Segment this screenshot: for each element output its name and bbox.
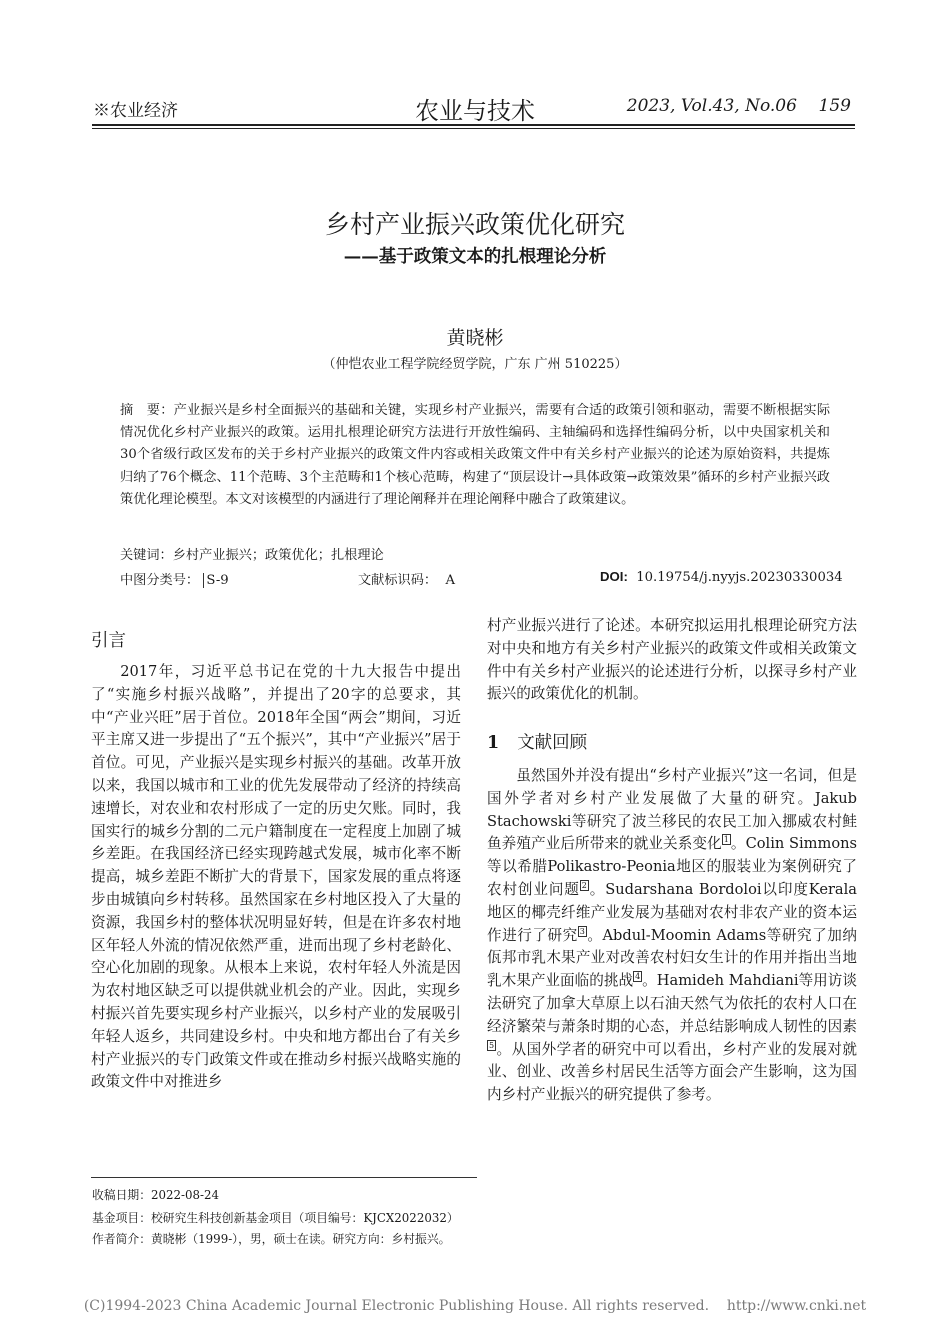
intro-paragraph-continued: 村产业振兴进行了论述。本研究拟运用扎根理论研究方法对中央和地方有关乡村产业振兴的政策文件或相关政策文件中有关乡村产业振兴的论述进行分析，以探寻乡村产业振兴的政策优化的机制。: [487, 617, 857, 703]
review-text-2: 。Colin Simmons等以希腊Polikastro-Peonia地区的服装业为案例研究了农村创业问题: [487, 835, 857, 898]
document-code: [358, 569, 455, 588]
doi: [600, 569, 843, 585]
section-title: 文献回顾: [517, 733, 588, 753]
right-column: [487, 615, 857, 706]
abstract-text: 产业振兴是乡村全面振兴的基础和关键，实现乡村产业振兴，需要有合适的政策引领和驱动，需要不断根据实际情况优化乡村产业振兴的政策。运用扎根理论研究方法进行开放性编码、主轴编码和选择性编码分析，以中央国家机关和30个省级行政区发布的关于乡村产业振兴的政策文件内容或相关政策文件中有关乡村产业振兴的论述为原始资料，共提炼归纳了76个概念、11个范畴、3个主范畴和1个核心范畴，构建了“顶层设计→具体政策→政策效果”循环的乡村产业振兴政策优化理论模型。本文对该模型的内涵进行了理论阐释并在理论阐释中融合了政策建议。: [120, 403, 831, 507]
left-column: [91, 661, 461, 1094]
footnote-rule: [91, 1177, 477, 1178]
section-number: 1: [487, 733, 500, 753]
issue-volume: 2023, Vol.43, No.06: [626, 96, 797, 116]
citation-ref: 1: [723, 835, 729, 845]
citation-ref: 4: [635, 972, 641, 982]
citation-ref: 2: [581, 880, 587, 890]
literature-paragraph: [487, 765, 857, 1107]
author-bio: 作者简介：黄晓彬（1999-），男，硕士在读。研究方向：乡村振兴。: [92, 1232, 451, 1246]
doi-value: 10.19754/j.nyyjs.20230330034: [636, 570, 843, 585]
clc-number: [120, 569, 229, 588]
journal-name: 农业与技术: [415, 97, 535, 125]
review-text-3: 。Sudarshana Bordoloi以印度Kerala地区的椰壳纤维产业发展为基础对农村非农产业的资本运作进行了研究: [487, 880, 857, 944]
review-text-6: 。从国外学者的研究中可以看出，乡村产业的发展对就业、创业、改善乡村居民生活等方面会产生影响，这为国内乡村产业振兴的研究提供了参考。: [487, 1040, 857, 1104]
doi-label: DOI:: [600, 569, 628, 584]
review-text-4: 。Abdul-Moomin Adams等研究了加纳佤邦市乳木果产业对改善农村妇女生计的作用并指出当地乳木果产业面临的挑战: [487, 926, 857, 990]
literature-review: [487, 765, 857, 1107]
keywords-label: 关键词：: [120, 548, 173, 563]
article-subtitle: ——基于政策文本的扎根理论分析: [343, 247, 607, 267]
abstract: [120, 400, 830, 511]
review-text-5: 。Hamideh Mahdiani等用访谈法研究了加拿大草原上以石油天然气为依托的农村人口在经济繁荣与萧条时期的心态，并总结影响成人韧性的因素: [487, 972, 857, 1035]
review-text-1: 虽然国外并没有提出“乡村产业振兴”这一名词，但是国外学者对乡村产业发展做了大量的研究。Jakub Stachowski等研究了波兰移民的农民工加入挪威农村鲑鱼养殖产业后所带来的就业关系变化: [487, 767, 857, 853]
issue-info: [627, 96, 851, 116]
keywords: [120, 544, 384, 563]
intro-heading: 引言: [91, 631, 126, 651]
doc-code-label: 文献标识码：: [358, 573, 438, 588]
article-title: 乡村产业振兴政策优化研究: [324, 210, 625, 239]
abstract-label: 摘 要：: [120, 403, 174, 418]
page-number: 159: [818, 96, 851, 116]
header-rule: [92, 124, 855, 126]
citation-ref: 5: [489, 1040, 495, 1050]
clc-value: S-9: [203, 573, 228, 588]
copyright-notice: (C)1994-2023 China Academic Journal Electronic Publishing House. All rights reserved. http://www.cnki.net: [83, 1298, 867, 1314]
section-label: ※农业经济: [93, 101, 178, 121]
author-affiliation: （仲恺农业工程学院经贸学院，广东 广州 510225）: [322, 357, 628, 372]
doc-code-value: A: [445, 573, 456, 588]
keywords-text: 乡村产业振兴；政策优化；扎根理论: [172, 548, 384, 563]
section-1-heading: [487, 729, 587, 754]
author-name: 黄晓彬: [446, 327, 504, 349]
received-date: 收稿日期：2022-08-24: [92, 1188, 220, 1202]
clc-label: 中图分类号：: [120, 573, 200, 588]
citation-ref: 3: [579, 926, 585, 936]
fund-project: 基金项目：校研究生科技创新基金项目（项目编号：KJCX2022032）: [92, 1211, 459, 1225]
header-rule-thin: [92, 128, 855, 129]
intro-paragraph: 2017年，习近平总书记在党的十九大报告中提出了“实施乡村振兴战略”，并提出了20字的总要求，其中“产业兴旺”居于首位。2018年全国“两会”期间，习近平主席又进一步提出了“五个振兴”，其中“产业振兴”居于首位。可见，产业振兴是实现乡村振兴的基础。改革开放以来，我国以城市和工业的优先发展带动了经济的持续高速增长，对农业和农村形成了一定的历史欠账。同时，我国实行的城乡分割的二元户籍制度在一定程度上加剧了城乡差距。在我国经济已经实现跨越式发展，城市化率不断提高，城乡差距不断扩大的背景下，国家发展的重点将逐步由城镇向乡村转移。虽然国家在乡村地区投入了大量的资源，我国乡村的整体状况明显好转，但是在许多农村地区年轻人外流的情况依然严重，进而出现了乡村老龄化、空心化加剧的现象。从根本上来说，农村年轻人外流是因为农村地区缺乏可以提供就业机会的产业。因此，实现乡村振兴首先要实现乡村产业振兴，以乡村产业的发展吸引年轻人返乡，共同建设乡村。中央和地方都出台了有关乡村产业振兴的专门政策文件或在推动乡村振兴战略实施的政策文件中对推进乡: [91, 663, 461, 1091]
